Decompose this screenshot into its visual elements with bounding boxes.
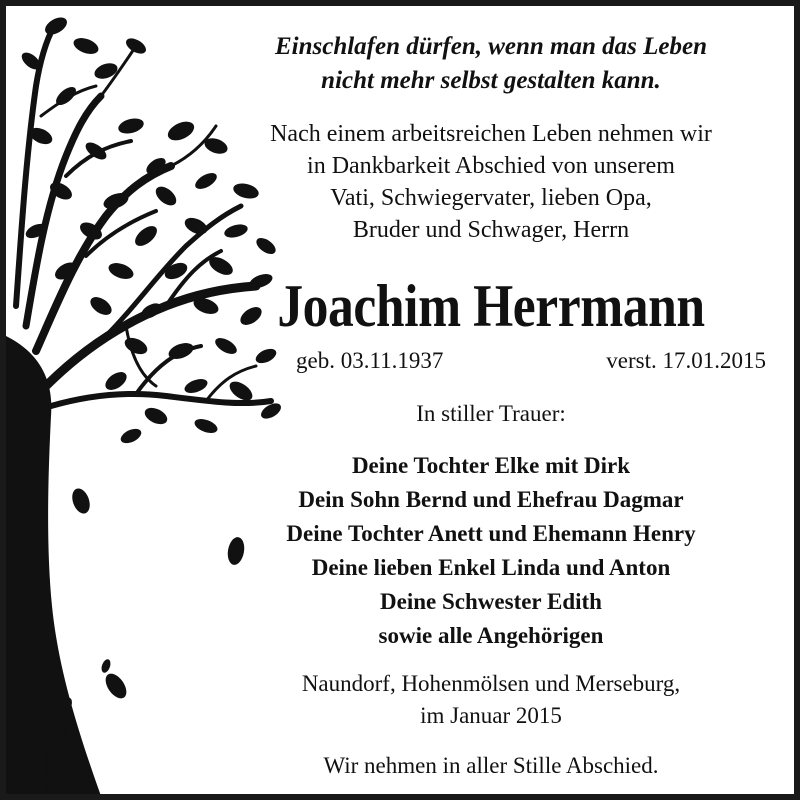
intro-line: Bruder und Schwager, Herrn: [352, 217, 630, 243]
intro-line: Nach einem arbeitsreichen Leben nehmen wir: [270, 121, 712, 147]
family-member: Deine Tochter Anett und Ehemann Henry: [286, 521, 696, 546]
deceased-name: Joachim Herrmann: [277, 273, 705, 339]
family-member: Deine Schwester Edith: [380, 589, 602, 614]
closing-text: Wir nehmen in aller Stille Abschied.: [323, 753, 659, 778]
family-member: Deine lieben Enkel Linda und Anton: [311, 555, 671, 580]
family-member: Dein Sohn Bernd und Ehefrau Dagmar: [298, 487, 684, 512]
death-date: verst. 17.01.2015: [606, 348, 766, 373]
family-member: Deine Tochter Elke mit Dirk: [351, 453, 631, 478]
family-member: sowie alle Angehörigen: [378, 623, 604, 648]
motto: [196, 30, 786, 98]
place-date: [196, 668, 786, 732]
motto-line: Einschlafen dürfen, wenn man das Leben: [274, 33, 707, 60]
place-line: Naundorf, Hohenmölsen und Merseburg,: [301, 671, 681, 696]
family-list: [196, 449, 786, 653]
date-line: im Januar 2015: [420, 703, 562, 728]
intro-line: Vati, Schwiegervater, lieben Opa,: [330, 185, 652, 211]
motto-line: nicht mehr selbst gestalten kann.: [321, 67, 661, 94]
mourning-label: In stiller Trauer:: [416, 401, 566, 426]
intro-text: [196, 118, 786, 246]
intro-line: in Dankbarkeit Abschied von unserem: [307, 153, 675, 179]
birth-date: geb. 03.11.1937: [296, 348, 444, 373]
